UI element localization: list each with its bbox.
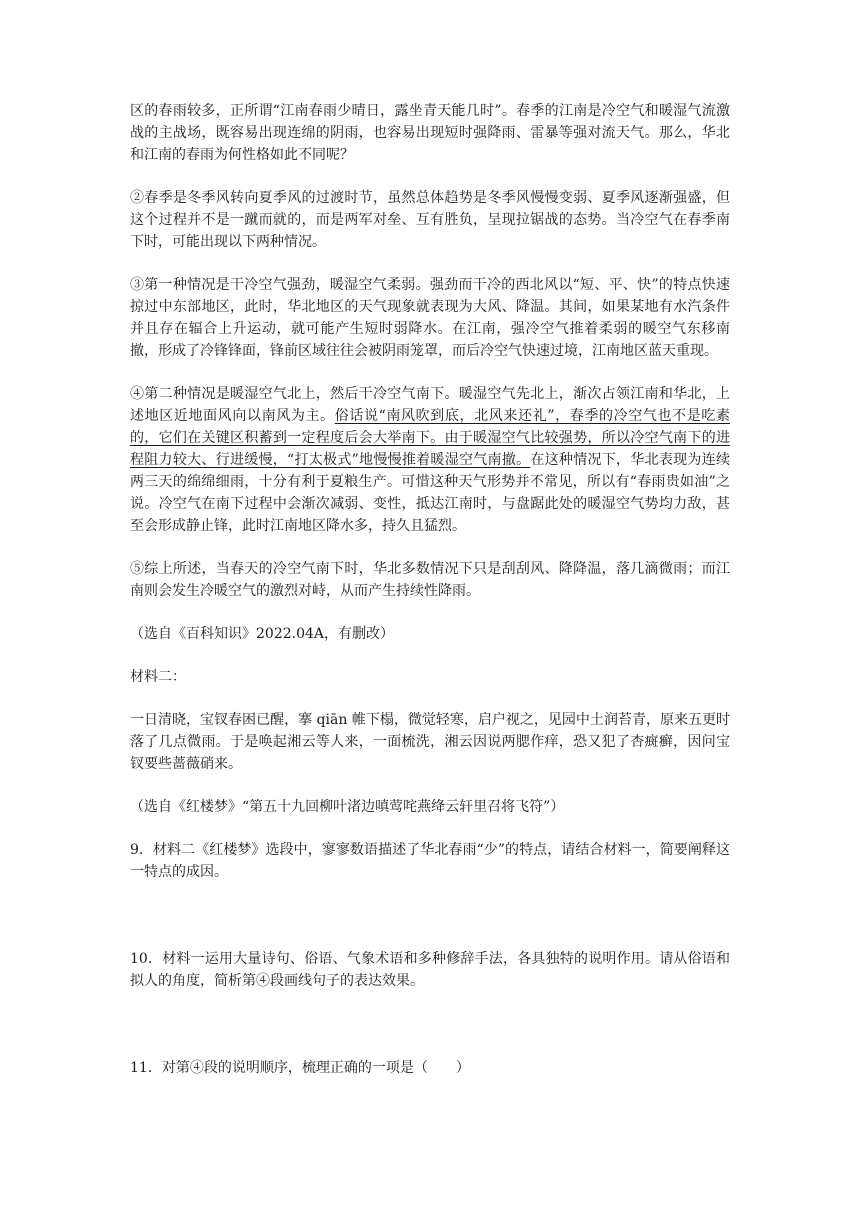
paragraph-3: ③第一种情况是干冷空气强劲，暖湿空气柔弱。强劲而干冷的西北风以“短、平、快”的特点快速掠过中东部地区，此时，华北地区的天气现象就表现为大风、降温。其间，如果某地有水汽条件并且存在辐合上升运动，就可能产生短时弱降水。在江南，强冷空气推着柔弱的暖空气东移南撤，形成了冷锋锋面，锋前区域往往会被阴雨笼罩，而后冷空气快速过境，江南地区蓝天重现。 [130, 277, 730, 359]
paragraph-5: ⑤综上所述，当春天的冷空气南下时，华北多数情况下只是刮刮风、降降温，落几滴微雨；而江南则会发生冷暖空气的激烈对峙，从而产生持续性降雨。 [130, 561, 730, 599]
paragraph-1-continued: 区的春雨较多，正所谓“江南春雨少晴日，露坐青天能几时”。春季的江南是冷空气和暖湿气流激战的主战场，既容易出现连绵的阴雨，也容易出现短时强降雨、雷暴等强对流天气。那么，华北和江南的春雨为何性格如此不同呢？ [130, 103, 730, 163]
material-2-label: 材料二： [130, 669, 186, 685]
paragraph-2: ②春季是冬季风转向夏季风的过渡时节，虽然总体趋势是冬季风慢慢变弱、夏季风逐渐强盛，但这个过程并不是一蹴而就的，而是两军对垒、互有胜负，呈现拉锯战的态势。当冷空气在春季南下时，可能出现以下两种情况。 [130, 190, 730, 250]
question-9: 9．材料二《红楼梦》选段中，寥寥数语描述了华北春雨“少”的特点，请结合材料一，简要阐释这一特点的成因。 [130, 842, 730, 880]
question-11: 11．对第④段的说明顺序，梳理正确的一项是（ ） [130, 1060, 470, 1076]
document-body [130, 100, 730, 1079]
paragraph-4-rest: 在这种情况下，华北表现为连续两三天的绵绵细雨，十分有利于夏粮生产。可惜这种天气形势并不常见，所以有“春雨贵如油”之说。冷空气在南下过程中会渐次减弱、变性，抵达江南时，与盘踞此处的暖湿空气势均力敌，甚至会形成静止锋，此时江南地区降水多，持久且猛烈。 [130, 452, 730, 534]
hongloumeng-excerpt: 一日清晓，宝钗春困已醒，搴 qiān 帷下榻，微觉轻寒，启户视之，见园中土润苔青，原来五更时落了几点微雨。于是唤起湘云等人来，一面梳洗，湘云因说两腮作痒，恐又犯了杏癍癣，因问宝钗要些蔷薇硝来。 [130, 712, 730, 772]
underlined-sentence: 俗话说“南风吹到底，北风来还礼”，春季的冷空气也不是吃素的，它们在关键区积蓄到一定程度后会大举南下。由于暖湿空气比较强势，所以冷空气南下的进程阻力较大、行进缓慢，“打太极式”地慢慢推着暖湿空气南撤。 [130, 408, 730, 468]
question-10: 10．材料一运用大量诗句、俗语、气象术语和多种修辞手法，各具独特的说明作用。请从俗语和拟人的角度，简析第④段画线句子的表达效果。 [130, 951, 730, 989]
paragraph-4-intro: ④第二种情况是暖湿空气北上，然后干冷空气南下。暖湿空气先北上，渐次占领江南和华北，上述地区近地面风向以南风为主。 [130, 386, 730, 424]
paragraph-4 [130, 383, 730, 537]
source-note-2: （选自《红楼梦》“第五十九回柳叶渚边嗔莺咤燕绛云轩里召将飞符”） [130, 799, 565, 815]
source-note-1: （选自《百科知识》2022.04A，有删改） [130, 626, 395, 642]
